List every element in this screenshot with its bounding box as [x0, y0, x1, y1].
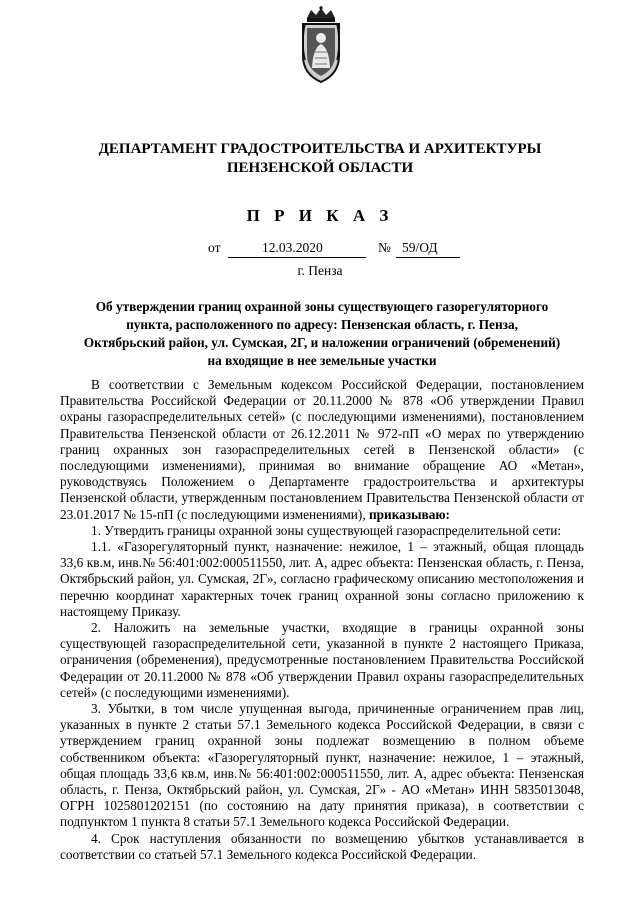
title-line: Октябрьский район, ул. Сумская, 2Г, и наложении ограничений (обременений)	[83, 335, 561, 350]
document-body	[60, 377, 584, 863]
coat-of-arms-emblem	[297, 6, 345, 86]
paragraph-1: 1. Утвердить границы охранной зоны существующей газораспределительной сети:	[91, 522, 562, 538]
number-underline	[396, 257, 460, 258]
date-underline	[228, 257, 366, 258]
order-date: 12.03.2020	[262, 240, 323, 255]
title-line: на входящие в нее земельные участки	[207, 353, 437, 368]
paragraph-3: 3. Убытки, в том числе упущенная выгода, причиненные ограничением прав лиц, указанных в пункте 2 статьи 57.1 Земельного кодекса Российской Федерации, в связи с утверждением границ охранной зоны подлежат возмещению в полном объеме собственником объекта: «Газорегуляторный пункт, назначение: нежилое, 1 – этажный, общая площадь 33,6 кв.м, инв.№ 56:401:002:000511550, лит. А, адрес объекта: Пензенская область, г. Пенза, Октябрьский район, ул. Сумская, 2Г» - АО «Метан» ИНН 5835013048, ОГРН 1025801202151 (по состоянию на дату принятия приказа), в соответствии с подпунктом 1 пункта 8 статьи 57.1 Земельного кодекса Российской Федерации.	[60, 701, 584, 830]
city: г. Пенза	[297, 263, 343, 278]
title-line: Об утверждении границ охранной зоны существующего газорегуляторного	[95, 299, 549, 314]
paragraph-1-1: 1.1. «Газорегуляторный пункт, назначение: нежилое, 1 – этажный, общая площадь 33,6 кв.м, инв.№ 56:401:002:000511550, лит. А, адрес объекта: Пензенская область, г. Пенза, Октябрьский район, ул. Сумская, 2Г», согласно графическому описанию местоположения и перечню координат характерных точек границ охранной зоны согласно приложению к настоящему Приказу.	[60, 539, 584, 619]
paragraph-4: 4. Срок наступления обязанности по возмещению убытков устанавливается в соответствии со статьей 57.1 Земельного кодекса Российской Федерации.	[60, 830, 584, 862]
paragraph-2: 2. Наложить на земельные участки, входящие в границы охранной зоны существующей газораспределительной сети, указанной в пункте 2 настоящего Приказа, ограничения (обременения), предусмотренные постановлением Правительства Российской Федерации от 20.11.2000 № 878 «Об утверждении Правил охраны газораспределительных сетей» (с последующими изменениями).	[60, 620, 584, 700]
document-type-heading: П Р И К А З	[246, 206, 394, 225]
order-number: 59/ОД	[402, 240, 438, 255]
department-name-line2: ПЕНЗЕНСКОЙ ОБЛАСТИ	[226, 160, 414, 176]
document-title	[60, 298, 584, 370]
date-number-line	[0, 240, 640, 258]
intro-paragraph: В соответствии с Земельным кодексом Российской Федерации, постановлением Правительства Российской Федерации от 20.11.2000 № 878 «Об утверждении Правил охраны газораспределительных сетей» (с последующими изменениями), постановлением Правительства Пензенской области от 26.12.2011 № 972-пП «О мерах по утверждению границ охранных зон газораспределительных сетей в Пензенской области» (с последующими изменениями), принимая во внимание обращение АО «Метан», руководствуясь Положением о Департаменте градостроительства и архитектуры Пензенской области, утвержденным постановлением Правительства Пензенской области от 23.01.2017 № 15-пП (с последующими изменениями), приказываю:	[60, 377, 584, 522]
title-line: пункта, расположенного по адресу: Пензенская область, г. Пенза,	[126, 317, 518, 332]
number-prefix: №	[378, 240, 391, 255]
department-name-line1: ДЕПАРТАМЕНТ ГРАДОСТРОИТЕЛЬСТВА И АРХИТЕКТУРЫ	[98, 141, 542, 157]
directive-word: приказываю	[368, 506, 446, 522]
date-prefix: от	[208, 240, 221, 255]
